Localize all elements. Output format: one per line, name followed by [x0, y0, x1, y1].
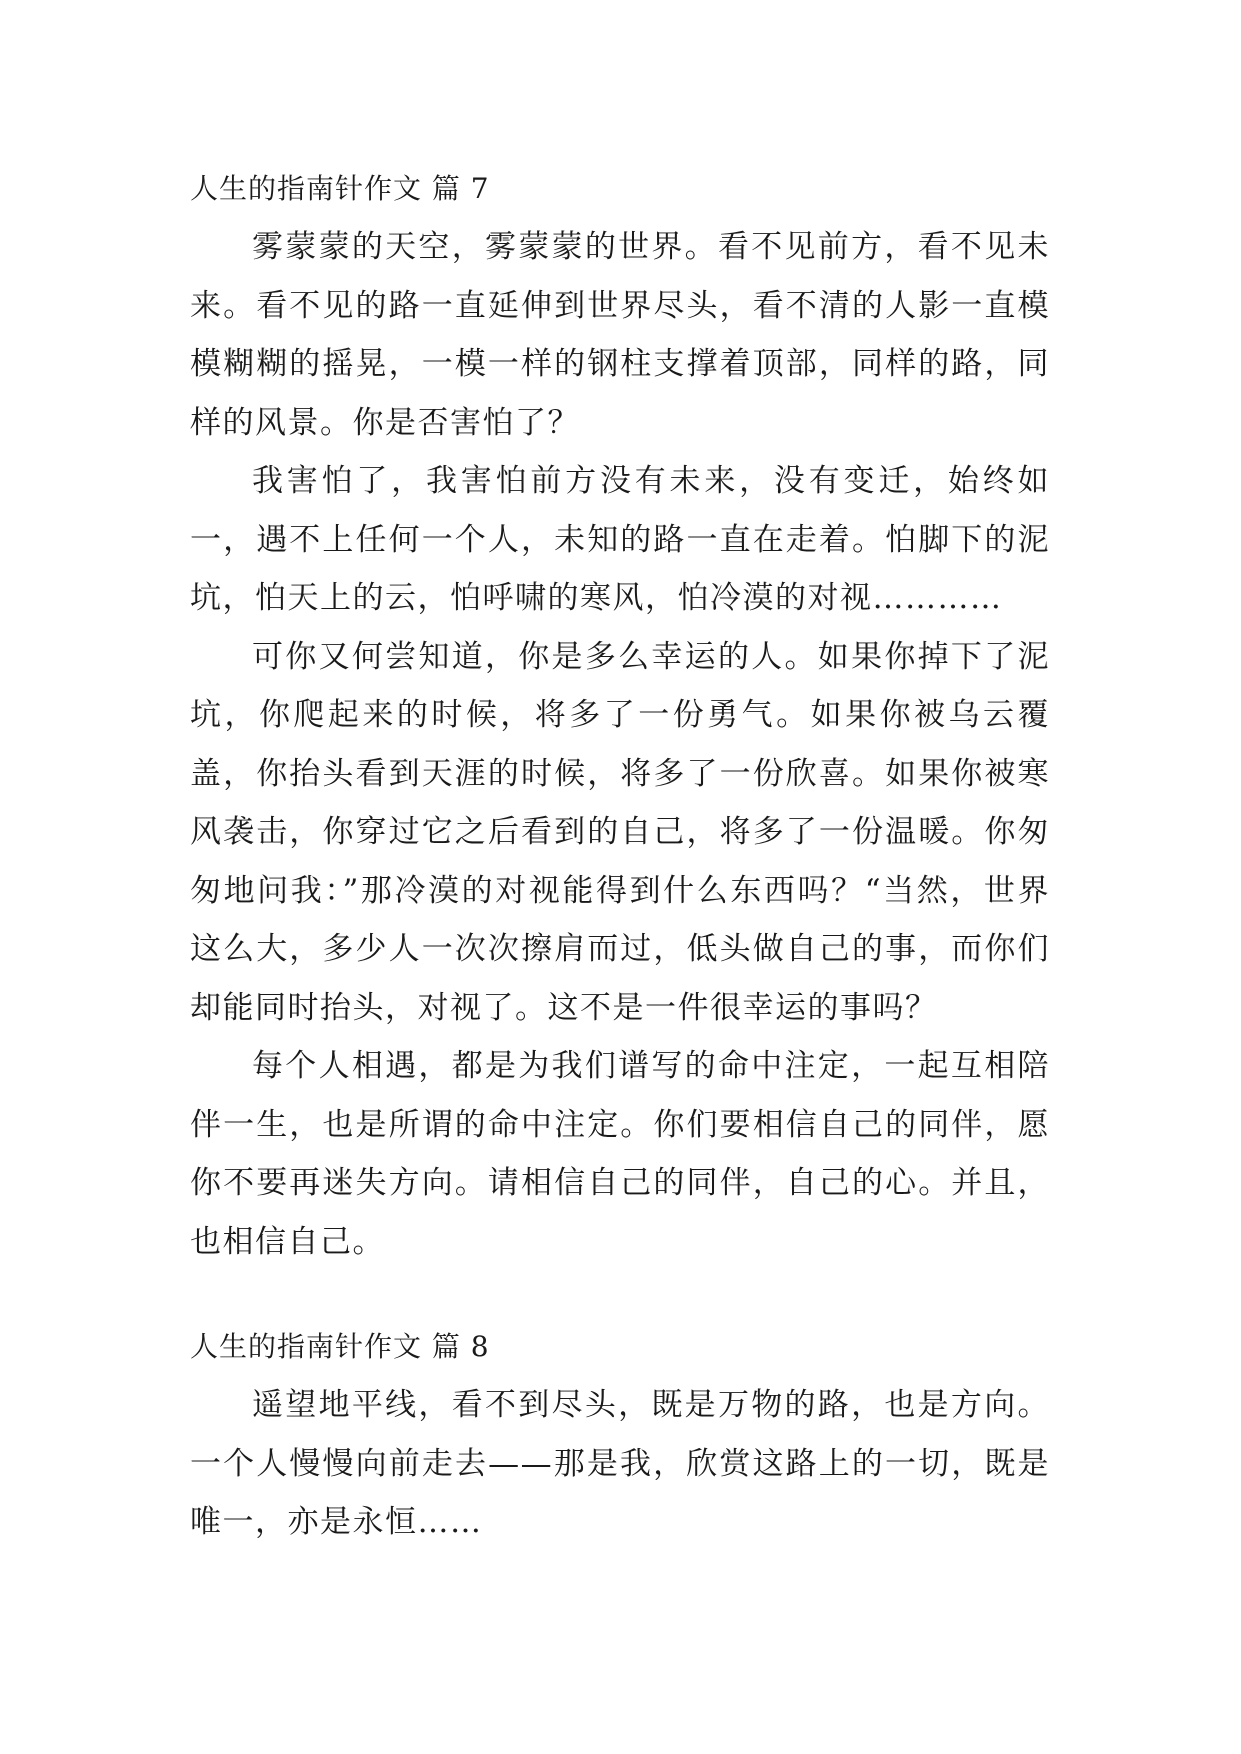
section-heading: 人生的指南针作文 篇 7	[190, 172, 490, 205]
essay-section-8	[190, 1318, 1050, 1552]
paragraph: 我害怕了，我害怕前方没有未来，没有变迁，始终如一，遇不上任何一个人，未知的路一直在走着。怕脚下的泥坑，怕天上的云，怕呼啸的寒风，怕冷漠的对视…………	[190, 463, 1050, 616]
paragraph: 可你又何尝知道，你是多么幸运的人。如果你掉下了泥坑，你爬起来的时候，将多了一份勇气。如果你被乌云覆盖，你抬头看到天涯的时候，将多了一份欣喜。如果你被寒风袭击，你穿过它之后看到的自己，将多了一份温暖。你匆匆地问我：”那冷漠的对视能得到什么东西吗？“当然，世界这么大，多少人一次次擦肩而过，低头做自己的事，而你们却能同时抬头，对视了。这不是一件很幸运的事吗？	[190, 638, 1050, 1026]
paragraph: 雾蒙蒙的天空，雾蒙蒙的世界。看不见前方，看不见未来。看不见的路一直延伸到世界尽头，看不清的人影一直模模糊糊的摇晃，一模一样的钢柱支撑着顶部，同样的路，同样的风景。你是否害怕了？	[190, 229, 1050, 441]
paragraph: 遥望地平线，看不到尽头，既是万物的路，也是方向。一个人慢慢向前走去——那是我，欣赏这路上的一切，既是唯一，亦是永恒……	[190, 1387, 1050, 1540]
paragraph: 每个人相遇，都是为我们谱写的命中注定，一起互相陪伴一生，也是所谓的命中注定。你们要相信自己的同伴，愿你不要再迷失方向。请相信自己的同伴，自己的心。并且，也相信自己。	[190, 1048, 1050, 1260]
section-heading: 人生的指南针作文 篇 8	[190, 1330, 490, 1363]
essay-section-7	[190, 160, 1050, 1271]
